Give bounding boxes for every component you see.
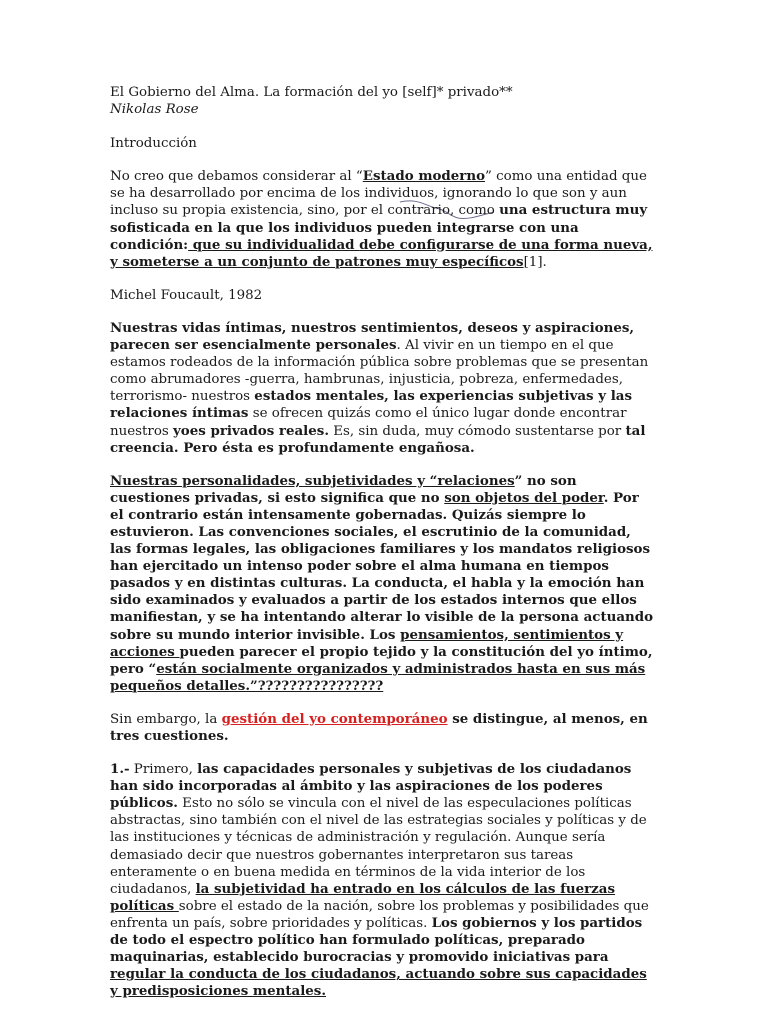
p2-text-4: se ofrecen quizás como el único lugar donde encontrar nuestros	[110, 406, 627, 439]
p4-text-1: Sin embargo, la	[110, 711, 222, 727]
p2-text-2: . Al vivir en un tiempo en el que estamos rodeados de la información pública sobre problemas que se presentan como abrumadores -guerra, hambrunas, injusticia, pobreza, enfermedades, terrorismo- nuestros	[110, 338, 649, 405]
epigraph-quote	[110, 168, 655, 271]
p2-bold-3: estados mentales, las experiencias subjetivas y las relaciones íntimas	[110, 388, 633, 422]
p2-bold-1: Nuestras vidas íntimas, nuestros sentimientos, deseos y aspiraciones, parecen ser esencialmente personales	[110, 319, 635, 354]
p5-bold-7: Los gobiernos y los partidos de todo el espectro político han formulado políticas, preparado maquinarias, establecido burocracias y promovido iniciativas para	[110, 914, 643, 966]
quote-text-3: ” como una entidad que se ha desarrollado por encima de los individuos, ignorando lo que son y aun incluso su propia existencia, sino, por el contrario, como	[110, 169, 647, 219]
p5-number: 1.-	[110, 761, 130, 778]
quote-text-1: No creo que debamos considerar al “	[110, 169, 363, 185]
p5-underlined-8: regular la conducta de los ciudadanos, actuando sobre sus capacidades y predisposiciones mentales.	[110, 966, 647, 1000]
paragraph-self-management	[110, 711, 655, 745]
section-heading: Introducción	[110, 136, 197, 152]
p4-bold-3: se distingue, al menos, en tres cuestiones.	[110, 710, 648, 744]
p3-underlined-5: pensamientos, sentimientos y acciones	[110, 626, 624, 660]
p3-underlined-1: Nuestras personalidades, subjetividades y “relaciones	[110, 472, 515, 489]
paragraph-personalities	[110, 473, 655, 695]
document-title: El Gobierno del Alma. La formación del yo [self]* privado**	[110, 85, 513, 100]
p3-bold-4: . Por el contrario están intensamente gobernadas. Quizás siempre lo estuvieron. Las convenciones sociales, el escrutinio de la comunidad, las formas legales, las obligaciones familiares y los mandatos religiosos han ejercitado un intenso poder sobre el alma humana en tiempos pasados y en distintas culturas. La conducta, el habla y la emoción han sido examinados y evaluados a partir de los estados internos que ellos manifiestan, y se ha intentando alterar lo visible de la persona actuando sobre su mundo interior invisible. Los	[110, 489, 654, 643]
p3-bold-2: ” no son cuestiones privadas, si esto significa que no	[110, 472, 577, 506]
quote-underlined-configure: debe configurarse de una forma nueva, y someterse a un conjunto de patrones muy específicos	[110, 236, 653, 270]
p3-underlined-7: están socialmente organizados y administrados hasta en sus más pequeños detalles.”????????????????	[110, 660, 646, 694]
p5-text-2: Primero,	[129, 762, 198, 778]
p5-underlined-5: la subjetividad ha entrado en los cálculos de las fuerzas políticas	[110, 880, 615, 914]
quote-bold-structure: una estructura muy sofisticada en la que los individuos pueden integrarse con una condición:	[110, 202, 648, 253]
quote-term-estado-moderno: Estado moderno	[362, 168, 486, 185]
paragraph-first-point	[110, 761, 655, 1000]
p5-text-4: Esto no sólo se vincula con el nivel de las especulaciones políticas abstractas, sino también con el nivel de las estrategias sociales y políticas y de las instituciones y técnicas de administración y regulación. Aunque sería demasiado decir que nuestros gobernantes interpretaron sus tareas enteramente o en buena medida en términos de la vida interior de los ciudadanos,	[110, 796, 647, 897]
p2-text-6: Es, sin duda, muy cómodo sustentarse por	[328, 423, 626, 439]
p5-text-6: sobre el estado de la nación, sobre los problemas y posibilidades que enfrenta un país, sobre prioridades y políticas.	[110, 898, 649, 931]
quote-attribution: Michel Foucault, 1982	[110, 287, 263, 303]
p5-bold-3: las capacidades personales y subjetivas de los ciudadanos han sido incorporadas al ámbito y las aspiraciones de los poderes públicos.	[110, 761, 632, 812]
p2-bold-7: tal creencia. Pero ésta es profundamente engañosa.	[110, 422, 646, 456]
document-body	[110, 84, 655, 1000]
p3-bold-6: pueden parecer el propio tejido y la constitución del yo íntimo, pero “	[110, 643, 653, 677]
document-author: Nikolas Rose	[110, 102, 199, 118]
p2-bold-5: yoes privados reales.	[173, 422, 329, 439]
footnote-ref-1[interactable]: [1].	[523, 254, 547, 270]
p3-underlined-3: son objetos del poder	[444, 489, 604, 506]
quote-underlined-individuality: que su individualidad	[188, 236, 360, 253]
p4-highlight-red: gestión del yo contemporáneo	[221, 710, 448, 727]
paragraph-intimate-lives	[110, 320, 655, 457]
